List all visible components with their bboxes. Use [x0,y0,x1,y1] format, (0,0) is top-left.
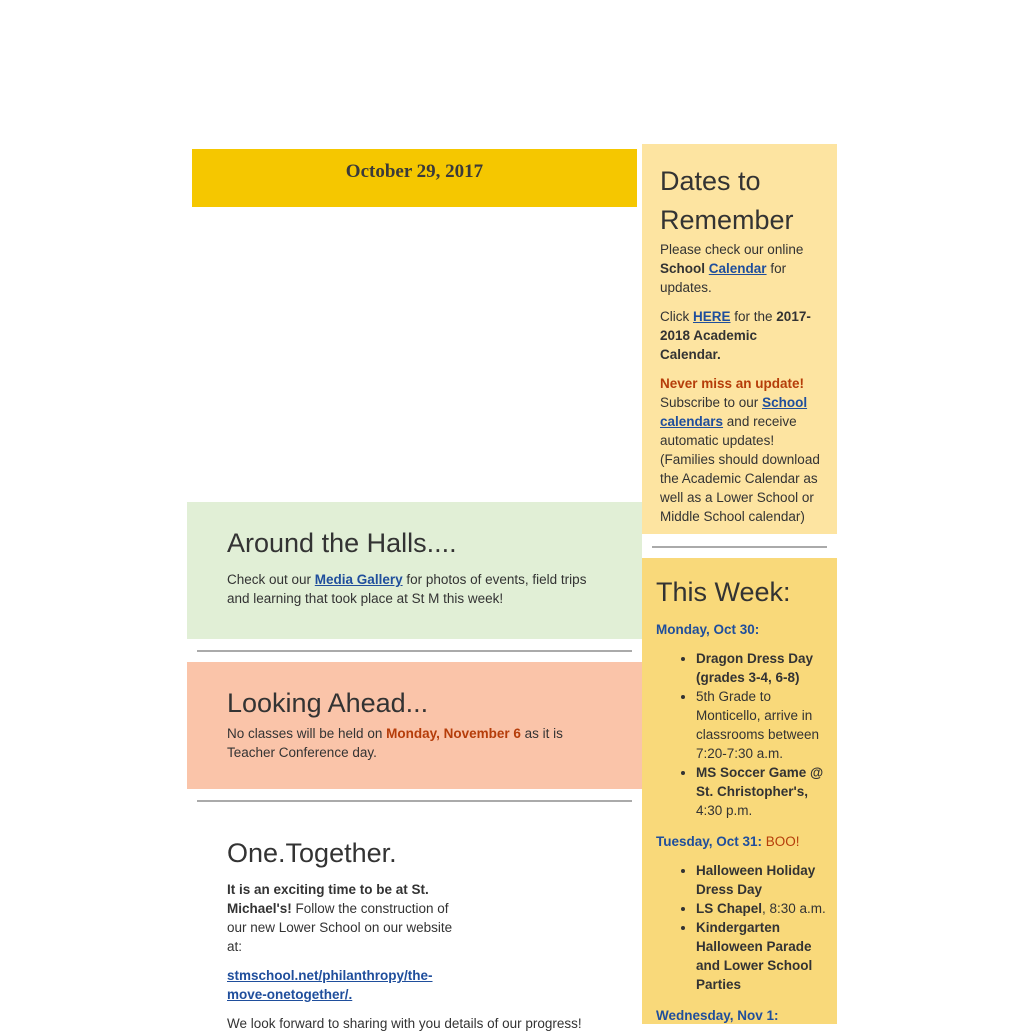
here-link[interactable]: HERE [693,309,731,324]
soccer-time: 4:30 p.m. [696,803,753,818]
ls-chapel-time: , 8:30 a.m. [762,901,826,916]
this-week-panel [642,558,837,1024]
tuesday-label: Tuesday, Oct 31 [656,834,758,849]
subscribe-post: and receive automatic updates! (Families should download the Academic Calendar as well as a Lower School or Middle School calendar) [660,414,820,524]
around-the-halls-section [187,502,642,639]
monday-label: Monday, Oct 30 [656,622,755,637]
tuesday-events [656,861,827,994]
academic-calendar-label: 2017-2018 Academic Calendar. [660,309,811,362]
halls-text-post: for photos of events, field trips and learning that took place at St M this week! [227,572,587,606]
dates-to-remember-panel [642,144,837,534]
day-heading-wednesday [656,1006,827,1024]
together-closing: We look forward to sharing with you details of our progress! [227,1016,582,1031]
calendar-note-bold: School [660,261,706,276]
halls-text-pre: Check out our [227,572,315,587]
calendar-note-post: for updates. [660,261,787,295]
no-classes-date: Monday, November 6 [386,726,521,741]
one-together-title: One.Together. [227,838,397,868]
sidebar-divider [652,546,827,548]
day-heading-tuesday [656,832,827,851]
calendar-note [660,240,821,297]
ahead-text [227,724,602,762]
monday-colon: : [754,622,760,637]
academic-note-mid: for the [730,309,777,324]
date-banner [192,149,637,207]
list-item [696,763,827,820]
calendar-note-pre: Please check our online [660,242,804,257]
together-post: Follow the construction of our new Lower School on our website at: [227,901,453,954]
wednesday-colon: : [774,1008,779,1023]
section-divider [197,800,632,802]
list-item [696,649,827,687]
monday-events [656,649,827,820]
academic-note-pre: Click [660,309,693,324]
halloween-parade: Kindergarten Halloween Parade and Lower School Parties [696,920,813,992]
soccer-game: MS Soccer Game @ St. Christopher's, [696,765,824,799]
one-together-section [187,812,642,1031]
together-bold: It is an exciting time to be at St. Michael's! [227,882,429,916]
wednesday-label: Wednesday, Nov 1 [656,1008,775,1023]
around-the-halls-title: Around the Halls.... [227,528,457,558]
boo-label: BOO! [765,834,800,849]
list-item [696,918,827,994]
newsletter-date: October 29, 2017 [345,161,484,182]
dragon-dress-day: Dragon Dress Day (grades 3-4, 6-8) [696,651,814,685]
subscribe-note [660,374,821,526]
ahead-text-pre: No classes will be held on [227,726,387,741]
media-gallery-link[interactable]: Media Gallery [314,572,403,587]
halls-text [227,570,602,608]
calendar-link[interactable]: Calendar [708,261,767,276]
onetogether-link[interactable]: stmschool.net/philanthropy/the-move-onetogether/. [227,968,433,1002]
school-calendars-link[interactable]: School calendars [660,395,808,429]
never-miss-alert: Never miss an update! [660,376,805,391]
subscribe-pre: Subscribe to our [660,395,763,410]
dates-to-remember-title: Dates to Remember [660,166,794,235]
ls-chapel: LS Chapel [696,901,763,916]
halloween-dress-day: Halloween Holiday Dress Day [696,863,816,897]
looking-ahead-section [187,662,642,789]
looking-ahead-title: Looking Ahead... [227,688,429,718]
monticello-trip: 5th Grade to Monticello, arrive in classrooms between 7:20-7:30 a.m. [696,689,820,761]
tuesday-colon: : [757,834,766,849]
ahead-text-post: as it is Teacher Conference day. [227,726,563,760]
list-item [696,899,827,918]
together-link-para [227,966,437,1004]
list-item [696,861,827,899]
together-text [227,880,467,956]
section-divider [197,650,632,652]
day-heading-monday [656,620,827,639]
list-item [696,687,827,763]
this-week-title: This Week: [656,577,791,607]
academic-calendar-note [660,307,821,364]
